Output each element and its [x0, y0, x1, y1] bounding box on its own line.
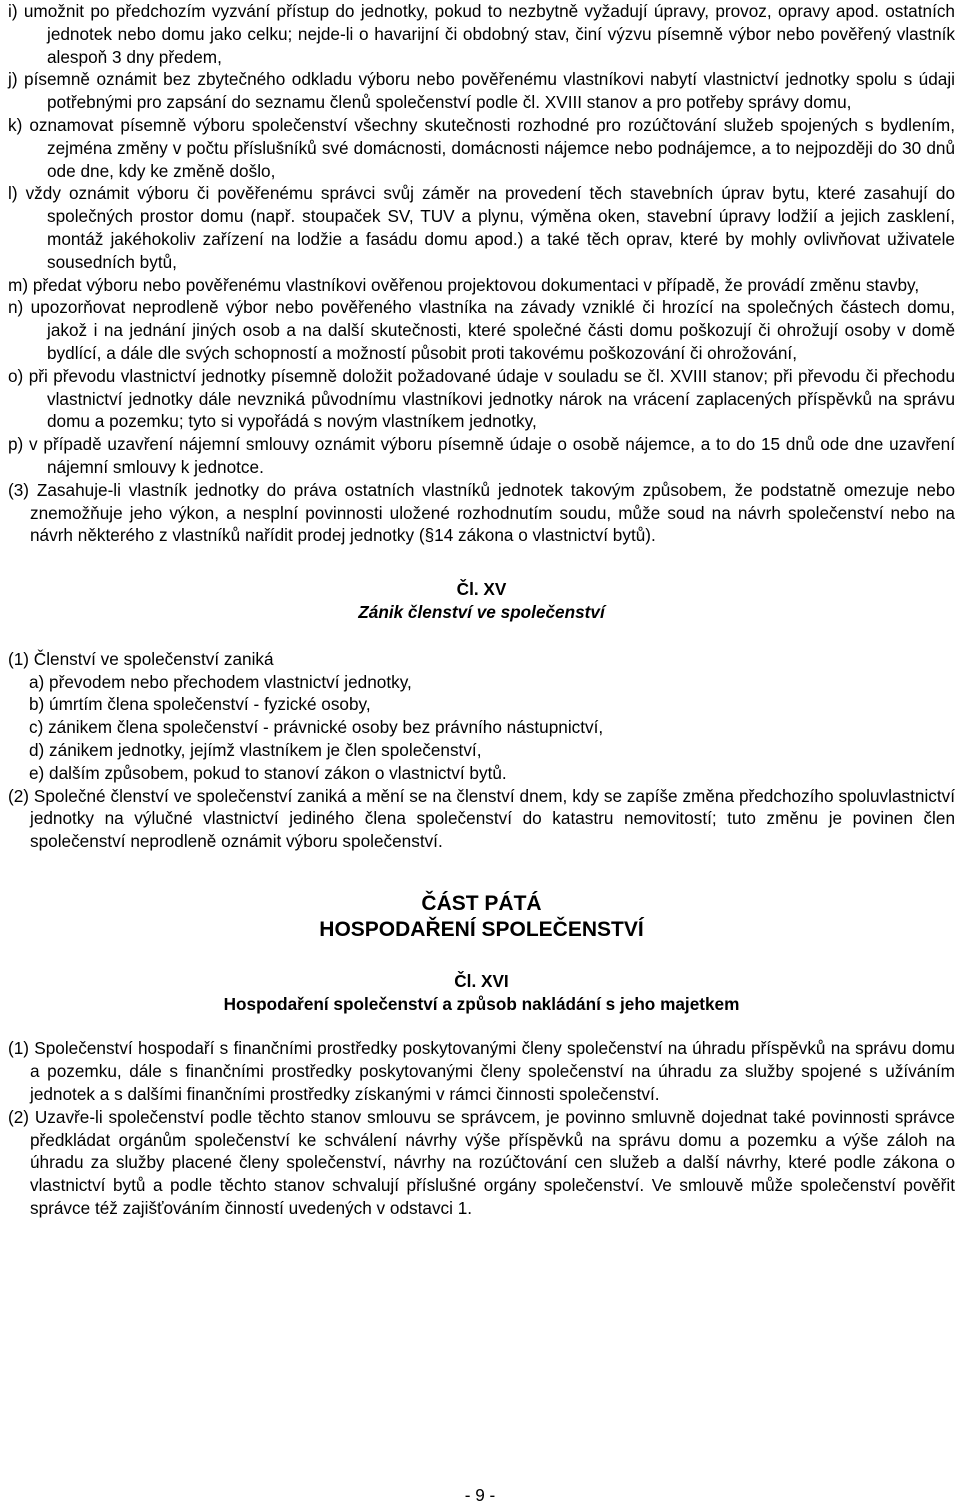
clause-n: n) upozorňovat neprodleně výbor nebo pověřeného vlastníka na závady vzniklé či hrozící na společných částech domu, jakož i na jednání jiných osob a na další skutečnosti, které společné části domu poškozují či ohrožují osoby v domě bydlící, a dále dle svých schopností a možností působit proti takovému poškozování či ohrožování,	[8, 297, 955, 363]
clause-j: j) písemně oznámit bez zbytečného odkladu výboru nebo pověřenému vlastníkovi nabytí vlastnictví jednotky spolu s údaji potřebnými pro zapsání do seznamu členů společenství podle čl. XVIII stanov a pro potřeby správy domu,	[8, 69, 955, 113]
article-15-title: Zánik členství ve společenství	[358, 601, 605, 622]
article-16-paragraph-1: (1) Společenství hospodaří s finančními prostředky poskytovanými členy společenství na úhradu příspěvků na správu domu a pozemku, dále s finančními prostředky poskytovanými členy společenství na úhradu za služby spojené s užíváním jednotek a s dalšími finančními prostředky získanými v rámci činnosti společenství.	[8, 1038, 955, 1105]
article-16-title: Hospodaření společenství a způsob nakládání s jeho majetkem	[223, 993, 740, 1014]
article-15-paragraph-2: (2) Společné členství ve společenství zaniká a mění se na členství dnem, kdy se zapíše změna předchozího spoluvlastnictví jednotky na výlučné vlastnictví jediného člena společenství do katastru nemovitostí; tuto změnu je povinen člen společenství neprodleně oznámit výboru společenství.	[8, 785, 955, 852]
article-15-paragraph-1-intro: (1) Členství ve společenství zaniká	[8, 648, 274, 669]
clause-p: p) v případě uzavření nájemní smlouvy oznámit výboru písemně údaje o osobě nájemce, a to do 15 dnů ode dne uzavření nájemní smlouvy k jednotce.	[8, 434, 955, 477]
list-item: b) úmrtím člena společenství - fyzické osoby,	[29, 694, 371, 715]
clause-k: k) oznamovat písemně výboru společenství všechny skutečnosti rozhodné pro rozúčtování služeb spojených s bydlením, zejména změny v počtu příslušníků své domácnosti, domácnosti nájemce nebo podnájemce, a to nejpozději do 30 dnů ode dne, kdy ke změně došlo,	[8, 114, 955, 181]
article-16-paragraph-2: (2) Uzavře-li společenství podle těchto stanov smlouvu se správcem, je povinno smluvně dojednat také povinnosti správce předkládat orgánům společenství ke schválení návrhy výše příspěvků na správu domu a pozemku a výše záloh na úhradu za služby placené členy společenství, návrhy na rozúčtování cen služeb a další návrhy, které podle zákona o vlastnictví bytů a podle těchto stanov schvalují příslušné orgány společenství. Ve smlouvě může společenství pověřit správce též zajišťováním činností uvedených v odstavci 1.	[8, 1106, 955, 1219]
clause-i: i) umožnit po předchozím vyzvání přístup do jednotky, pokud to nezbytně vyžadují úpravy, provoz, opravy apod. ostatních jednotek nebo domu jako celku; nejde-li o havarijní či obdobný stav, činí výzvu písemně výbor nebo pověřený vlastník alespoň 3 dny předem,	[8, 1, 955, 67]
clause-l: l) vždy oznámit výboru či pověřenému správci svůj záměr na provedení těch stavebních úprav bytu, které zasahují do společných prostor domu (např. stoupaček SV, TUV a plynu, výměna oken, stavební úpravy lodžií a jejich zasklení, montáž jakéhokoliv zařízení na lodžie a fasádu domu apod.) a také těch oprav, které by mohly ovlivňovat uživatele sousedních bytů,	[8, 183, 955, 272]
document-body	[8, 0, 955, 1220]
clause-o: o) při převodu vlastnictví jednotky písemně doložit požadované údaje v souladu se čl. XVIII stanov; při převodu či přechodu vlastnictví jednotky dále nevzniká původnímu vlastníkovi jednotky nárok na vrácení zaplacených příspěvků na správu domu a pozemku; tyto si vypořádá s novým vlastníkem jednotky,	[8, 365, 955, 432]
page-number: - 9 -	[464, 1485, 496, 1505]
article-16-number: Čl. XVI	[454, 970, 509, 991]
article-15-number: Čl. XV	[456, 579, 507, 600]
paragraph-3: (3) Zasahuje-li vlastník jednotky do práva ostatních vlastníků jednotek takovým způsobem, že podstatně omezuje nebo znemožňuje jeho výkon, a nesplní povinnosti uložené rozhodnutím soudu, může soud na návrh společenství nebo na návrh některého z vlastníků nařídit prodej jednotky (§14 zákona o vlastnictví bytů).	[8, 479, 955, 546]
part-subtitle: HOSPODAŘENÍ SPOLEČENSTVÍ	[319, 917, 644, 941]
list-item: d) zánikem jednotky, jejímž vlastníkem je člen společenství,	[29, 739, 482, 760]
list-item: e) dalším způsobem, pokud to stanoví zákon o vlastnictví bytů.	[29, 762, 507, 783]
list-item: c) zánikem člena společenství - právnické osoby bez právního nástupnictví,	[29, 717, 604, 738]
list-item: a) převodem nebo přechodem vlastnictví jednotky,	[29, 671, 412, 692]
part-title: ČÁST PÁTÁ	[421, 891, 542, 915]
clause-m: m) předat výboru nebo pověřenému vlastníkovi ověřenou projektovou dokumentaci v případě, že provádí změnu stavby,	[8, 274, 920, 295]
